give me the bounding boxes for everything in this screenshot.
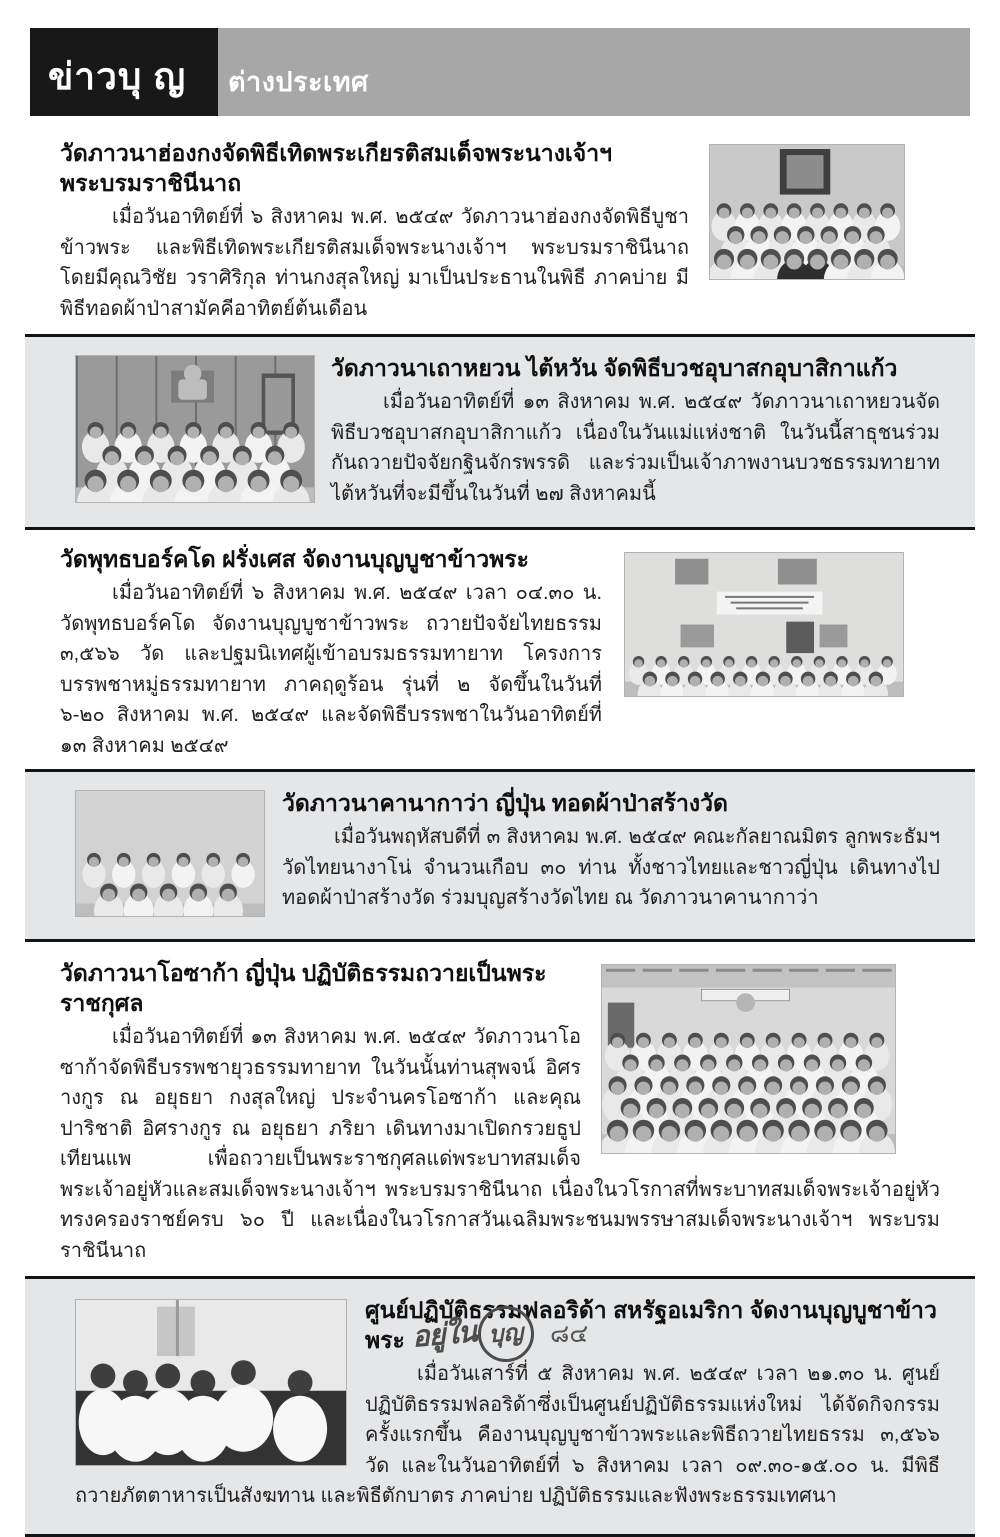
magazine-logo-text: อยู่ใน <box>410 1314 478 1354</box>
article-body: เมื่อวันอาทิตย์ที่ ๖ สิงหาคม พ.ศ. ๒๕๔๙ วัดภาวนาฮ่องกงจัดพิธีบูชาข้าวพระ และพิธีเทิดพระเกียรติสมเด็จพระนางเจ้าฯ พระบรมราชินีนาถ โดยมีคุณวิชัย วราศิริกุล ท่านกงสุลใหญ่ มาเป็นประธานในพิธี ภาคบ่าย มีพิธีทอดผ้าป่าสามัคคีอาทิตย์ต้นเดือน <box>60 206 689 320</box>
edition-label: ต่างประเทศ <box>218 28 970 116</box>
article-hongkong <box>60 138 940 324</box>
article-body: เมื่อวันอาทิตย์ที่ ๑๓ สิงหาคม พ.ศ. ๒๕๔๙ วัดภาวนาเถาหยวนจัดพิธีบวชอุบาสกอุบาสิกาแก้ว เนื่องในวันแม่แห่งชาติ ในวันนี้สาธุชนร่วมกันถวายปัจจัยกฐินจักรพรรดิ และร่วมเป็นเจ้าภาพงานบวชธรรมทายาทไต้หวันที่จะมีขึ้นในวันที่ ๒๗ สิงหาคมนี้ <box>331 391 940 505</box>
article-headline: วัดภาวนาคานากาว่า ญี่ปุ่น ทอดผ้าป่าสร้างวัด <box>282 790 728 816</box>
article-headline: วัดภาวนาฮ่องกงจัดพิธีเทิดพระเกียรติสมเด็จพระนางเจ้าฯ พระบรมราชินีนาถ <box>60 140 613 196</box>
magazine-page <box>0 28 1000 1507</box>
article-taiwan <box>25 334 975 530</box>
brand-title: ข่าวบุ ญ <box>30 28 218 116</box>
article-france <box>60 544 940 761</box>
article-osaka <box>60 958 940 1266</box>
page-footer <box>0 1306 1000 1362</box>
article-photo-kanagawa <box>75 790 265 917</box>
newsletter-header <box>30 28 970 116</box>
article-headline: วัดภาวนาโอซาก้า ญี่ปุ่น ปฏิบัติธรรมถวายเป็นพระราชกุศล <box>60 960 547 1016</box>
article-photo-france <box>624 552 904 697</box>
article-headline: วัดพุทธบอร์คโด ฝรั่งเศส จัดงานบุญบูชาข้าวพระ <box>60 546 530 572</box>
magazine-logo-circle-icon: บุญ <box>476 1304 536 1364</box>
article-body: เมื่อวันอาทิตย์ที่ ๖ สิงหาคม พ.ศ. ๒๕๔๙ เวลา ๐๔.๓๐ น. วัดพุทธบอร์คโด จัดงานบุญบูชาข้าวพระ ถวายปัจจัยไทยธรรม ๓,๕๖๖ วัด และปฐมนิเทศผู้เข้าอบรมธรรมทายาท โครงการบรรพชาหมู่ธรรมทายาท ภาคฤดูร้อน รุ่นที่ ๒ จัดขึ้นในวันที่ ๖-๒๐ สิงหาคม พ.ศ. ๒๕๔๙ และจัดพิธีบรรพชาในวันอาทิตย์ที่ ๑๓ สิงหาคม ๒๕๔๙ <box>60 582 602 757</box>
article-photo-hongkong <box>709 144 905 280</box>
page-number: ๘๔ <box>550 1320 589 1348</box>
article-headline: วัดภาวนาเถาหยวน ไต้หวัน จัดพิธีบวชอุบาสกอุบาสิกาแก้ว <box>331 355 898 381</box>
article-photo-taiwan <box>75 355 315 503</box>
article-body: เมื่อวันเสาร์ที่ ๕ สิงหาคม พ.ศ. ๒๕๔๙ เวลา ๒๑.๓๐ น. ศูนย์ปฏิบัติธรรมฟลอริด้าซึ่งเป็นศูนย์ปฏิบัติธรรมแห่งใหม่ ได้จัดกิจกรรมครั้งแรกขึ้น คืองานบุญบูชาข้าวพระและพิธีถวายไทยธรรม ๓,๕๖๖ วัด และในวันอาทิตย์ที่ ๖ สิงหาคม เวลา ๐๙.๓๐-๑๕.๐๐ น. มีพิธีถวายภัตตาหารเป็นสังฆทาน และพิธีตักบาตร ภาคบ่าย ปฏิบัติธรรมและฟังพระธรรมเทศนา <box>75 1363 940 1507</box>
article-body: เมื่อวันอาทิตย์ที่ ๑๓ สิงหาคม พ.ศ. ๒๕๔๙ วัดภาวนาโอซาก้าจัดพิธีบรรพชายุวธรรมทายาท ในวันนั้นท่านสุพจน์ อิศรางกูร ณ อยุธยา กงสุลใหญ่ ประจำนครโอซาก้า และคุณปาริชาติ อิศรางกูร ณ อยุธยา ภริยา เดินทางมาเปิดกรวยธูปเทียนแพ เพื่อถวายเป็นพระราชกุศลแด่พระบาทสมเด็จพระเจ้าอยู่หัวและสมเด็จพระนางเจ้าฯ พระบรมราชินีนาถ เนื่องในวโรกาสที่พระบาทสมเด็จพระเจ้าอยู่หัวทรงครองราชย์ครบ ๖๐ ปี และเนื่องในวโรกาสวันเฉลิมพระชนมพรรษาสมเด็จพระนางเจ้าฯ พระบรมราชินีนาถ <box>60 1026 940 1262</box>
article-headline: ศูนย์ปฏิบัติธรรมฟลอริด้า สหรัฐอเมริกา จัดงานบุญบูชาข้าวพระ <box>365 1297 937 1353</box>
article-kanagawa <box>25 769 975 942</box>
article-body: เมื่อวันพฤหัสบดีที่ ๓ สิงหาคม พ.ศ. ๒๕๔๙ คณะกัลยาณมิตร ลูกพระธัมฯ วัดไทยนางาโน่ จำนวนเกือบ ๓๐ ท่าน ทั้งชาวไทยและชาวญี่ปุ่น เดินทางไปทอดผ้าป่าสร้างวัด ร่วมบุญสร้างวัดไทย ณ วัดภาวนาคานากาว่า <box>282 826 940 909</box>
article-photo-osaka <box>601 964 896 1154</box>
